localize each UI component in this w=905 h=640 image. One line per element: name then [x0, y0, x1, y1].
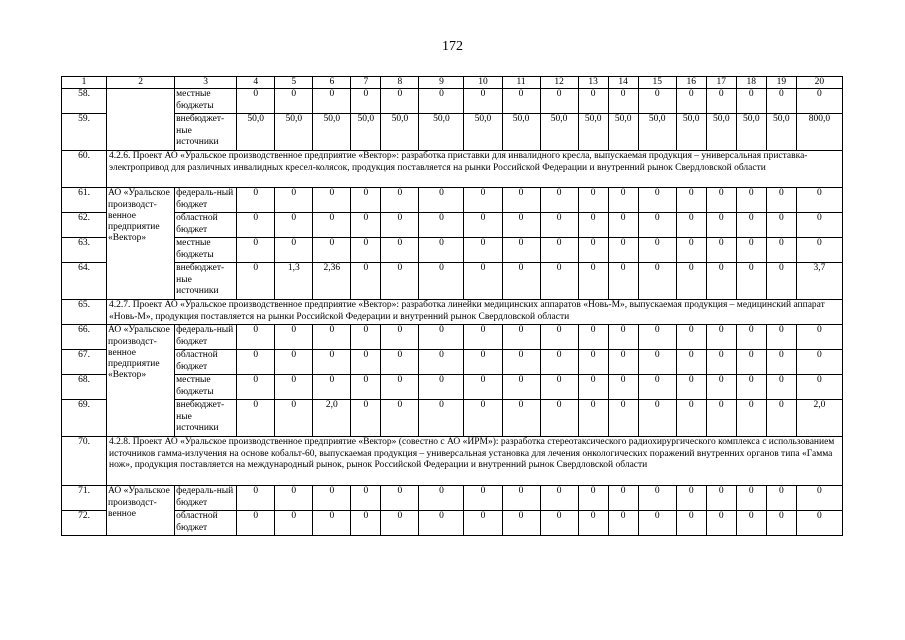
value-cell: 0 — [638, 89, 676, 114]
value-cell: 0 — [608, 486, 638, 511]
funding-source: внебюджет-ные источники — [175, 400, 237, 437]
value-cell: 0 — [706, 238, 736, 263]
project-row — [62, 300, 843, 325]
value-cell: 0 — [766, 89, 796, 114]
value-cell: 0 — [275, 400, 313, 437]
value-cell: 0 — [796, 89, 842, 114]
value-cell: 0 — [351, 89, 381, 114]
table-row — [62, 375, 843, 400]
funding-source: внебюджет-ные источники — [175, 114, 237, 151]
value-cell: 0 — [766, 325, 796, 350]
value-cell: 0 — [676, 325, 706, 350]
value-cell: 0 — [540, 511, 578, 536]
project-row — [62, 151, 843, 188]
row-number: 63. — [62, 238, 107, 263]
funding-source: местные бюджеты — [175, 238, 237, 263]
project-row — [62, 437, 843, 486]
column-header: 7 — [351, 77, 381, 89]
header-row — [62, 77, 843, 89]
value-cell: 0 — [796, 213, 842, 238]
column-header: 12 — [540, 77, 578, 89]
value-cell: 0 — [608, 89, 638, 114]
value-cell: 0 — [766, 263, 796, 300]
value-cell: 0 — [464, 375, 502, 400]
table-row — [62, 238, 843, 263]
value-cell: 0 — [464, 263, 502, 300]
row-number: 66. — [62, 325, 107, 350]
value-cell: 0 — [578, 486, 608, 511]
project-description: 4.2.8. Проект АО «Уральское производственное предприятие «Вектор» (совестно с АО «ИРМ»): разработка стереотаксического радиохирургического комплекса с использованием источников гамма-излучения на основе кобальт-60, выпускаемая продукция – универсальная установка для лечения онкологических поражений внутренних органов типа «Гамма нож», продукция поставляется на международный рынок, рынок Российской Федерации и внутренний рынок Свердловской области — [107, 437, 843, 486]
value-cell: 0 — [578, 350, 608, 375]
column-header: 10 — [464, 77, 502, 89]
value-cell: 0 — [419, 325, 464, 350]
value-cell: 50,0 — [736, 114, 766, 151]
value-cell: 0 — [313, 511, 351, 536]
value-cell: 0 — [381, 213, 419, 238]
value-cell: 0 — [766, 188, 796, 213]
value-cell: 0 — [381, 350, 419, 375]
value-cell: 0 — [419, 350, 464, 375]
value-cell: 0 — [796, 325, 842, 350]
table-row — [62, 350, 843, 375]
value-cell: 0 — [736, 486, 766, 511]
value-cell: 0 — [237, 188, 275, 213]
value-cell: 0 — [313, 375, 351, 400]
value-cell: 0 — [351, 486, 381, 511]
value-cell: 0 — [419, 486, 464, 511]
funding-source: областной бюджет — [175, 350, 237, 375]
value-cell: 0 — [676, 511, 706, 536]
row-number: 70. — [62, 437, 107, 486]
table-row — [62, 188, 843, 213]
value-cell: 0 — [766, 350, 796, 375]
table-row — [62, 400, 843, 437]
value-cell: 0 — [464, 486, 502, 511]
value-cell: 0 — [736, 375, 766, 400]
table-row — [62, 89, 843, 114]
value-cell: 0 — [706, 400, 736, 437]
row-number: 68. — [62, 375, 107, 400]
value-cell: 0 — [419, 188, 464, 213]
column-header: 18 — [736, 77, 766, 89]
value-cell: 0 — [706, 213, 736, 238]
column-header: 4 — [237, 77, 275, 89]
row-number: 65. — [62, 300, 107, 325]
value-cell: 0 — [419, 400, 464, 437]
value-cell: 0 — [275, 511, 313, 536]
value-cell: 0 — [275, 238, 313, 263]
table-row — [62, 486, 843, 511]
value-cell: 50,0 — [706, 114, 736, 151]
value-cell: 0 — [638, 188, 676, 213]
value-cell: 0 — [796, 350, 842, 375]
organization-name: АО «Уральское производст-венное предприятие «Вектор» — [107, 188, 175, 300]
funding-source: внебюджет-ные источники — [175, 263, 237, 300]
value-cell: 0 — [540, 89, 578, 114]
value-cell: 1,3 — [275, 263, 313, 300]
value-cell: 0 — [578, 263, 608, 300]
value-cell: 0 — [313, 325, 351, 350]
value-cell: 0 — [638, 325, 676, 350]
value-cell: 0 — [706, 263, 736, 300]
value-cell: 0 — [638, 350, 676, 375]
value-cell: 0 — [638, 486, 676, 511]
row-number: 72. — [62, 511, 107, 536]
table-row — [62, 511, 843, 536]
row-number: 58. — [62, 89, 107, 114]
funding-source: местные бюджеты — [175, 89, 237, 114]
value-cell: 3,7 — [796, 263, 842, 300]
value-cell: 0 — [578, 213, 608, 238]
value-cell: 2,36 — [313, 263, 351, 300]
column-header: 19 — [766, 77, 796, 89]
value-cell: 0 — [766, 375, 796, 400]
column-header: 20 — [796, 77, 842, 89]
value-cell: 50,0 — [313, 114, 351, 151]
value-cell: 0 — [540, 325, 578, 350]
value-cell: 0 — [275, 188, 313, 213]
value-cell: 0 — [464, 188, 502, 213]
value-cell: 0 — [578, 375, 608, 400]
value-cell: 0 — [381, 325, 419, 350]
value-cell: 0 — [578, 188, 608, 213]
value-cell: 50,0 — [275, 114, 313, 151]
value-cell: 0 — [502, 89, 540, 114]
value-cell: 0 — [540, 486, 578, 511]
value-cell: 50,0 — [676, 114, 706, 151]
value-cell: 0 — [275, 350, 313, 375]
value-cell: 0 — [502, 213, 540, 238]
value-cell: 50,0 — [540, 114, 578, 151]
funding-source: областной бюджет — [175, 213, 237, 238]
row-number: 69. — [62, 400, 107, 437]
org-cell-empty — [107, 89, 175, 151]
budget-table — [61, 76, 843, 536]
value-cell: 0 — [706, 350, 736, 375]
column-header: 13 — [578, 77, 608, 89]
table-row — [62, 213, 843, 238]
row-number: 67. — [62, 350, 107, 375]
value-cell: 0 — [351, 238, 381, 263]
value-cell: 0 — [638, 511, 676, 536]
value-cell: 50,0 — [638, 114, 676, 151]
row-number: 61. — [62, 188, 107, 213]
value-cell: 800,0 — [796, 114, 842, 151]
column-header: 1 — [62, 77, 107, 89]
value-cell: 0 — [275, 486, 313, 511]
value-cell: 0 — [381, 486, 419, 511]
column-header: 15 — [638, 77, 676, 89]
value-cell: 0 — [502, 486, 540, 511]
project-description: 4.2.6. Проект АО «Уральское производственное предприятие «Вектор»: разработка приставки для инвалидного кресла, выпускаемая продукция – универсальная приставка-электропривод для различных инвалидных кресел-колясок, продукция поставляется на рынки Российской Федерации и внутренний рынок Свердловской области — [107, 151, 843, 188]
value-cell: 0 — [796, 375, 842, 400]
funding-source: областной бюджет — [175, 511, 237, 536]
value-cell: 0 — [706, 375, 736, 400]
value-cell: 0 — [608, 511, 638, 536]
value-cell: 0 — [676, 350, 706, 375]
value-cell: 0 — [464, 89, 502, 114]
value-cell: 0 — [313, 350, 351, 375]
value-cell: 50,0 — [608, 114, 638, 151]
value-cell: 0 — [638, 263, 676, 300]
value-cell: 0 — [638, 238, 676, 263]
organization-name: АО «Уральское производст-венное предприятие «Вектор» — [107, 325, 175, 437]
value-cell: 0 — [676, 213, 706, 238]
value-cell: 0 — [351, 375, 381, 400]
value-cell: 0 — [381, 188, 419, 213]
value-cell: 0 — [766, 511, 796, 536]
value-cell: 0 — [237, 89, 275, 114]
value-cell: 50,0 — [464, 114, 502, 151]
funding-source: федераль-ный бюджет — [175, 325, 237, 350]
value-cell: 0 — [638, 213, 676, 238]
value-cell: 0 — [578, 511, 608, 536]
value-cell: 50,0 — [381, 114, 419, 151]
value-cell: 0 — [502, 263, 540, 300]
value-cell: 0 — [540, 400, 578, 437]
value-cell: 0 — [608, 325, 638, 350]
value-cell: 0 — [540, 213, 578, 238]
value-cell: 0 — [275, 375, 313, 400]
row-number: 71. — [62, 486, 107, 511]
row-number: 60. — [62, 151, 107, 188]
value-cell: 0 — [275, 89, 313, 114]
value-cell: 0 — [237, 486, 275, 511]
value-cell: 0 — [766, 238, 796, 263]
value-cell: 0 — [706, 511, 736, 536]
value-cell: 0 — [736, 400, 766, 437]
value-cell: 0 — [796, 511, 842, 536]
value-cell: 0 — [736, 89, 766, 114]
column-header: 3 — [175, 77, 237, 89]
value-cell: 0 — [608, 188, 638, 213]
value-cell: 0 — [638, 375, 676, 400]
column-header: 6 — [313, 77, 351, 89]
table-row — [62, 114, 843, 151]
value-cell: 0 — [736, 350, 766, 375]
page-number: 172 — [442, 39, 463, 54]
value-cell: 0 — [502, 400, 540, 437]
value-cell: 0 — [736, 325, 766, 350]
value-cell: 0 — [578, 89, 608, 114]
value-cell: 0 — [419, 238, 464, 263]
value-cell: 0 — [381, 238, 419, 263]
value-cell: 0 — [464, 238, 502, 263]
value-cell: 50,0 — [351, 114, 381, 151]
value-cell: 0 — [676, 188, 706, 213]
value-cell: 0 — [237, 325, 275, 350]
value-cell: 0 — [706, 486, 736, 511]
value-cell: 0 — [608, 213, 638, 238]
value-cell: 2,0 — [313, 400, 351, 437]
value-cell: 0 — [419, 375, 464, 400]
column-header: 9 — [419, 77, 464, 89]
value-cell: 0 — [351, 400, 381, 437]
column-header: 5 — [275, 77, 313, 89]
value-cell: 0 — [419, 263, 464, 300]
row-number: 59. — [62, 114, 107, 151]
value-cell: 0 — [419, 89, 464, 114]
value-cell: 0 — [608, 400, 638, 437]
value-cell: 0 — [736, 511, 766, 536]
value-cell: 0 — [351, 350, 381, 375]
table-row — [62, 263, 843, 300]
value-cell: 0 — [706, 325, 736, 350]
value-cell: 0 — [638, 400, 676, 437]
value-cell: 50,0 — [419, 114, 464, 151]
table-body — [62, 77, 843, 536]
value-cell: 0 — [381, 263, 419, 300]
value-cell: 0 — [796, 188, 842, 213]
value-cell: 0 — [540, 350, 578, 375]
value-cell: 0 — [736, 263, 766, 300]
value-cell: 0 — [766, 400, 796, 437]
value-cell: 0 — [608, 375, 638, 400]
value-cell: 0 — [766, 486, 796, 511]
value-cell: 0 — [766, 213, 796, 238]
value-cell: 0 — [578, 325, 608, 350]
value-cell: 0 — [464, 511, 502, 536]
value-cell: 0 — [313, 238, 351, 263]
value-cell: 0 — [237, 238, 275, 263]
value-cell: 0 — [540, 188, 578, 213]
value-cell: 0 — [676, 375, 706, 400]
column-header: 8 — [381, 77, 419, 89]
value-cell: 0 — [381, 400, 419, 437]
value-cell: 0 — [502, 238, 540, 263]
value-cell: 0 — [381, 511, 419, 536]
value-cell: 0 — [540, 375, 578, 400]
value-cell: 0 — [608, 263, 638, 300]
value-cell: 0 — [796, 486, 842, 511]
project-description: 4.2.7. Проект АО «Уральское производственное предприятие «Вектор»: разработка линейки медицинских аппаратов «Новь-М», выпускаемая продукция – медицинский аппарат «Новь-М», продукция поставляется на рынки Российской Федерации и внутренний рынок Свердловской области — [107, 300, 843, 325]
column-header: 17 — [706, 77, 736, 89]
value-cell: 0 — [464, 350, 502, 375]
value-cell: 0 — [464, 213, 502, 238]
value-cell: 0 — [237, 511, 275, 536]
value-cell: 0 — [706, 188, 736, 213]
value-cell: 0 — [540, 263, 578, 300]
value-cell: 0 — [676, 486, 706, 511]
value-cell: 50,0 — [237, 114, 275, 151]
value-cell: 0 — [237, 263, 275, 300]
column-header: 11 — [502, 77, 540, 89]
value-cell: 0 — [608, 238, 638, 263]
value-cell: 0 — [275, 325, 313, 350]
column-header: 2 — [107, 77, 175, 89]
value-cell: 0 — [237, 375, 275, 400]
value-cell: 0 — [351, 188, 381, 213]
value-cell: 0 — [608, 350, 638, 375]
value-cell: 0 — [502, 325, 540, 350]
value-cell: 0 — [502, 375, 540, 400]
value-cell: 0 — [578, 238, 608, 263]
value-cell: 0 — [676, 89, 706, 114]
value-cell: 0 — [275, 213, 313, 238]
value-cell: 0 — [351, 511, 381, 536]
funding-source: федераль-ный бюджет — [175, 188, 237, 213]
value-cell: 0 — [676, 263, 706, 300]
funding-source: местные бюджеты — [175, 375, 237, 400]
value-cell: 0 — [313, 486, 351, 511]
value-cell: 0 — [237, 400, 275, 437]
value-cell: 0 — [464, 400, 502, 437]
funding-source: федераль-ный бюджет — [175, 486, 237, 511]
value-cell: 0 — [381, 89, 419, 114]
value-cell: 0 — [736, 238, 766, 263]
value-cell: 0 — [676, 238, 706, 263]
value-cell: 0 — [796, 238, 842, 263]
value-cell: 0 — [736, 188, 766, 213]
value-cell: 2,0 — [796, 400, 842, 437]
value-cell: 0 — [502, 350, 540, 375]
value-cell: 0 — [351, 213, 381, 238]
value-cell: 0 — [381, 375, 419, 400]
value-cell: 0 — [313, 188, 351, 213]
value-cell: 50,0 — [578, 114, 608, 151]
value-cell: 0 — [419, 213, 464, 238]
value-cell: 0 — [313, 89, 351, 114]
value-cell: 0 — [502, 188, 540, 213]
value-cell: 0 — [464, 325, 502, 350]
value-cell: 0 — [419, 511, 464, 536]
value-cell: 0 — [351, 263, 381, 300]
value-cell: 50,0 — [502, 114, 540, 151]
value-cell: 50,0 — [766, 114, 796, 151]
row-number: 62. — [62, 213, 107, 238]
row-number: 64. — [62, 263, 107, 300]
value-cell: 0 — [351, 325, 381, 350]
value-cell: 0 — [237, 213, 275, 238]
table-row — [62, 325, 843, 350]
value-cell: 0 — [502, 511, 540, 536]
value-cell: 0 — [540, 238, 578, 263]
value-cell: 0 — [578, 400, 608, 437]
value-cell: 0 — [313, 213, 351, 238]
value-cell: 0 — [237, 350, 275, 375]
column-header: 16 — [676, 77, 706, 89]
value-cell: 0 — [736, 213, 766, 238]
value-cell: 0 — [706, 89, 736, 114]
column-header: 14 — [608, 77, 638, 89]
value-cell: 0 — [676, 400, 706, 437]
organization-name: АО «Уральское производст-венное — [107, 486, 175, 536]
